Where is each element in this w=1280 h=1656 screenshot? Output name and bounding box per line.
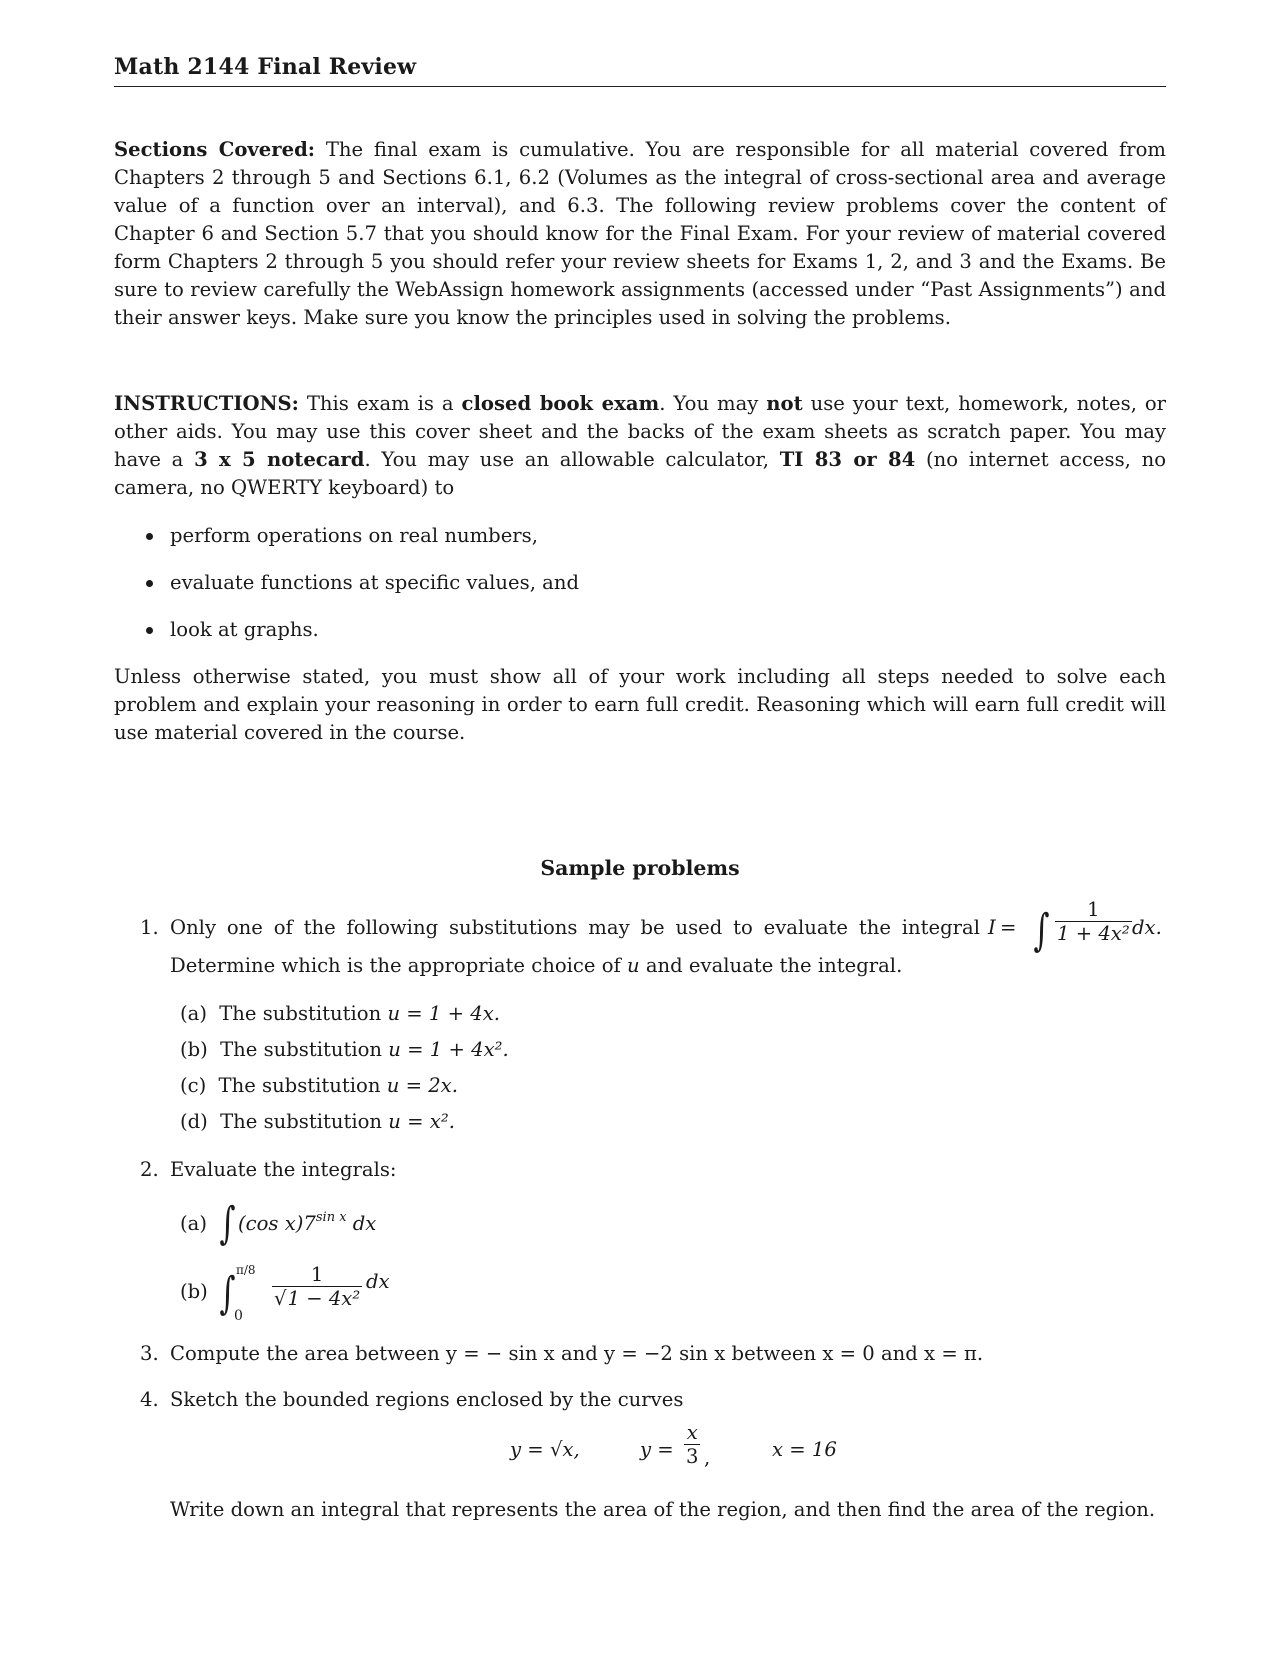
fraction-numerator: x — [686, 1421, 698, 1444]
problem-3-number: 3. — [140, 1342, 159, 1365]
problem-1-var-i: I — [988, 916, 996, 939]
option-label: (a) — [180, 1212, 207, 1235]
integral-sign-icon: ∫ — [219, 1268, 236, 1319]
curve-2-lhs: y = — [640, 1438, 674, 1461]
problem-3-text: Compute the area between y = − sin x and y = −2 sin x between x = 0 and x = π. — [170, 1342, 984, 1365]
option-label: (c) — [180, 1074, 207, 1097]
allowed-uses-list — [146, 522, 1146, 663]
problem-1-fraction — [1055, 899, 1132, 946]
list-item — [146, 616, 1146, 663]
section-heading: Sample problems — [540, 856, 740, 880]
instructions-text-5: (no internet access, no camera, no QWERTY keyboard) to — [114, 448, 1166, 499]
bullet-icon — [146, 627, 153, 634]
instructions-bold-notecard: 3 x 5 notecard — [194, 448, 365, 471]
problem-1-line-2 — [170, 952, 902, 980]
problem-1-text: Only one of the following substitutions may be used to evaluate the integral — [170, 916, 980, 939]
instructions-label: INSTRUCTIONS: — [114, 392, 299, 415]
problem-1-option-d — [180, 1108, 455, 1136]
instructions-paragraph — [114, 390, 1166, 502]
list-item-text: perform operations on real numbers, — [170, 524, 538, 547]
problem-1-option-b — [180, 1036, 509, 1064]
closing-paragraph: Unless otherwise stated, you must show all of your work including all steps needed to solve each problem and explain your reasoning in order to earn full credit. Reasoning which will earn full credit will use material covered in the course. — [114, 665, 1166, 744]
option-expression: u = 1 + 4x². — [388, 1038, 509, 1061]
problem-1-option-c — [180, 1072, 458, 1100]
sqrt-radicand: 1 − 4x² — [287, 1287, 361, 1310]
instructions-text-3: use your text, homework, notes, or other aids. You may use this cover sheet and the backs of the exam sheets as scratch paper. You may have a — [114, 392, 1167, 471]
list-item-text: look at graphs. — [170, 618, 319, 641]
problem-2b — [180, 1258, 440, 1328]
sections-covered-paragraph — [114, 136, 1166, 332]
problem-1-equals: = — [1000, 916, 1017, 939]
integral-upper-limit: π/8 — [236, 1263, 256, 1277]
instructions-text-2: . You may — [659, 392, 759, 415]
problem-1-number: 1. — [140, 916, 159, 939]
option-text: The substitution — [219, 1002, 382, 1025]
option-text: The substitution — [220, 1038, 383, 1061]
problem-4-text: Sketch the bounded regions enclosed by the curves — [170, 1388, 684, 1411]
problem-1-dx: dx. — [1132, 916, 1162, 939]
option-label: (b) — [180, 1038, 208, 1061]
problem-1-option-a — [180, 1000, 500, 1028]
list-item — [146, 569, 1146, 616]
problem-2b-fraction — [272, 1264, 362, 1311]
problem-1-text-2b: and evaluate the integral. — [645, 954, 903, 977]
problem-1-var-u: u — [627, 954, 640, 977]
integral-sign-icon: ∫ — [219, 1198, 236, 1249]
problem-4-followup: Write down an integral that represents the area of the region, and then find the area of the region. — [170, 1498, 1156, 1521]
sections-covered-label: Sections Covered: — [114, 138, 316, 161]
option-label: (a) — [180, 1002, 207, 1025]
problem-1-text-2a: Determine which is the appropriate choice of — [170, 954, 621, 977]
integral-sign-icon: ∫ — [1033, 905, 1050, 956]
problem-4-curves — [510, 1422, 950, 1478]
curve-3: x = 16 — [772, 1438, 837, 1461]
integrand-exponent: sin x — [315, 1210, 347, 1225]
problem-4-number: 4. — [140, 1388, 159, 1411]
fraction-denominator: 1 + 4x² — [1057, 922, 1130, 945]
sections-covered-text: The final exam is cumulative. You are responsible for all material covered from Chapters 2 through 5 and Sections 6.1, 6.2 (Volumes as the integral of cross-sectional area and average value of a function over an interval), and 6.3. The following review problems cover the content of Chapter 6 and Section 5.7 that you should know for the Final Exam. For your review of material covered form Chapters 2 through 5 you should refer your review sheets for Exams 1, 2, and 3 and the Exams. Be sure to review carefully the WebAssign homework assignments (accessed under “Past Assignments”) and their answer keys. Make sure you know the principles used in solving the problems. — [114, 138, 1167, 329]
list-item-text: evaluate functions at specific values, and — [170, 571, 579, 594]
instructions-text-4: . You may use an allowable calculator, — [364, 448, 769, 471]
header-divider — [114, 86, 1166, 87]
curve-2-fraction — [684, 1422, 700, 1469]
option-label: (b) — [180, 1280, 208, 1303]
option-text: The substitution — [218, 1074, 381, 1097]
fraction-numerator: 1 — [1087, 898, 1100, 921]
fraction-denominator — [272, 1286, 362, 1311]
instructions-bold-calculator: TI 83 or 84 — [779, 448, 916, 471]
integrand-dx: dx — [366, 1270, 390, 1293]
fraction-denominator: 3 — [686, 1445, 699, 1468]
curve-2-comma: , — [704, 1446, 711, 1469]
instructions-text-1: This exam is a — [306, 392, 454, 415]
integrand-body: (cos x)7 — [238, 1212, 316, 1235]
list-item — [146, 522, 1146, 569]
option-text: The substitution — [220, 1110, 383, 1133]
problem-2-number: 2. — [140, 1158, 159, 1181]
sqrt-icon: √ — [274, 1287, 287, 1310]
integrand-dx: dx — [352, 1212, 377, 1235]
curve-1: y = √x, — [510, 1438, 580, 1461]
problem-2a-integrand — [238, 1210, 376, 1241]
bullet-icon — [146, 580, 153, 587]
option-expression: u = 1 + 4x. — [387, 1002, 501, 1025]
instructions-bold-closed-book: closed book exam — [461, 392, 660, 415]
problem-2-text: Evaluate the integrals: — [170, 1158, 397, 1181]
fraction-numerator: 1 — [310, 1263, 324, 1286]
integral-lower-limit: 0 — [234, 1308, 243, 1324]
option-expression: u = 2x. — [386, 1074, 458, 1097]
instructions-bold-not: not — [766, 392, 803, 415]
bullet-icon — [146, 533, 153, 540]
document-page — [114, 0, 1166, 1656]
option-label: (d) — [180, 1110, 208, 1133]
page-title: Math 2144 Final Review — [114, 54, 417, 80]
option-expression: u = x². — [388, 1110, 455, 1133]
